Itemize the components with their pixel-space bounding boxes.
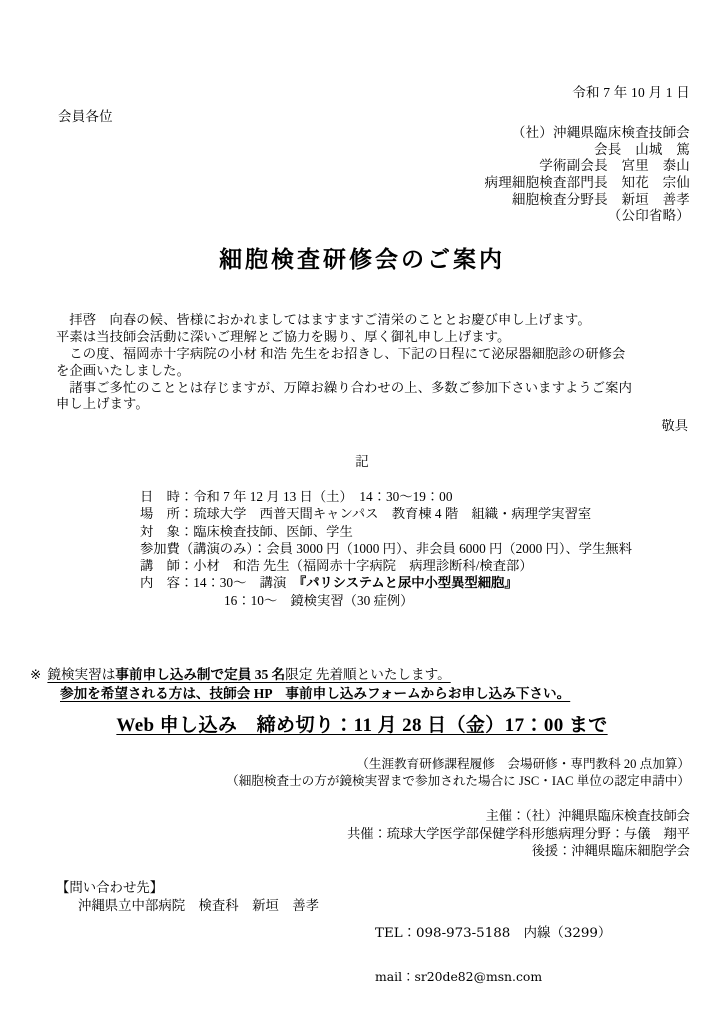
event-details xyxy=(140,490,704,611)
detail-fee-value: 会員 3000 円（1000 円）、非会員 6000 円（2000 円）、学生無料 xyxy=(266,540,632,556)
issuer-president: 会長 山城 篤 xyxy=(594,141,690,157)
notice-line-1-part-b: 事前申し込み制で定員 35 名 xyxy=(115,667,286,682)
greeting-line-6: 申し上げます。 xyxy=(56,396,149,412)
contact-block xyxy=(56,882,694,1015)
issuer-pathology-chief: 病理細胞検査部門長 知花 宗仙 xyxy=(484,175,690,191)
notice-line-2-text: 参加を希望される方は、技師会 HP 事前申し込みフォームからお申し込み下さい。 xyxy=(60,685,571,701)
contact-mail: mail：sr20de82@msn.com xyxy=(375,969,543,985)
issuer-vice-president: 学術副会長 宮里 泰山 xyxy=(539,158,690,174)
notice-line-1-part-c: 限定 先着順といたします。 xyxy=(285,667,451,682)
issuer-seal-omitted: （公印省略） xyxy=(607,208,690,224)
organizer-host: 主催：（社）沖縄県臨床検査技師会 xyxy=(485,808,690,823)
notice-line-1-text xyxy=(47,667,450,682)
detail-audience xyxy=(140,525,704,538)
notice-line-1 xyxy=(30,668,694,682)
detail-program-line-2: 16：10〜 鏡検実習（30 症例） xyxy=(224,592,414,608)
ki-mark: 記 xyxy=(355,454,369,469)
detail-audience-value: 臨床検査技師、医師、学生 xyxy=(193,523,353,539)
detail-lecturer xyxy=(140,559,704,572)
detail-venue-label: 場 所： xyxy=(140,506,194,522)
detail-datetime xyxy=(140,490,704,503)
asterisk-icon: ※ xyxy=(30,667,42,682)
issuer-block xyxy=(485,126,691,226)
detail-lecturer-label: 講 師： xyxy=(140,558,194,574)
detail-fee xyxy=(140,542,704,555)
detail-program-label: 内 容： xyxy=(140,575,194,591)
contact-body xyxy=(56,900,694,1014)
contact-header: 【問い合わせ先】 xyxy=(56,881,164,896)
detail-audience-label: 対 象： xyxy=(140,523,194,539)
registration-notice xyxy=(30,668,694,705)
organizer-block xyxy=(30,809,690,862)
credit-line-2: （細胞検査士の方が鏡検実習まで参加された場合に JSC・IAC 単位の認定申請中） xyxy=(226,773,690,788)
notice-line-1-part-a: 鏡検実習は xyxy=(47,667,116,682)
detail-fee-label: 参加費（講演のみ）： xyxy=(140,540,267,556)
greeting-line-2: 平素は当技師会活動に深いご理解とご協力を賜り、厚く御礼申し上げます。 xyxy=(56,328,511,344)
notice-line-2 xyxy=(30,687,694,701)
issue-date: 令和 7 年 10 月 1 日 xyxy=(572,85,690,100)
web-application-deadline xyxy=(0,716,724,735)
addressee: 会員各位 xyxy=(58,109,113,124)
detail-venue xyxy=(140,507,704,520)
greeting-line-5: 諸事ご多忙のこととは存じますが、万障お繰り合わせの上、多数ご参加下さいますようご案内 xyxy=(69,379,632,395)
detail-program xyxy=(140,576,704,589)
detail-program-lecture-title: 『パリシステムと尿中小型異型細胞』 xyxy=(299,575,518,591)
detail-venue-value: 琉球大学 西普天間キャンパス 教育棟 4 階 組織・病理学実習室 xyxy=(193,506,592,522)
contact-tel: TEL：098-973-5188 内線（3299） xyxy=(375,926,612,942)
issuer-cytology-chief: 細胞検査分野長 新垣 善孝 xyxy=(511,191,690,207)
detail-lecturer-value: 小材 和浩 先生（福岡赤十字病院 病理診断科/検査部） xyxy=(193,558,533,574)
detail-program-time-1: 14：30〜 講演 xyxy=(193,575,300,591)
greeting-line-4: を企画いたしました。 xyxy=(56,362,190,378)
greeting-line-1: 拝啓 向春の候、皆様におかれましてはますますご清栄のこととお慶び申し上げます。 xyxy=(69,312,591,327)
greeting-line-3: この度、福岡赤十字病院の小材 和浩 先生をお招きし、下記の日程にて泌尿器細胞診の研修会 xyxy=(69,345,626,361)
credit-line-1: （生涯教育研修課程履修 会場研修・専門教科 20 点加算） xyxy=(356,757,690,771)
detail-datetime-value: 令和 7 年 12 月 13 日（土） 14：30〜19：00 xyxy=(193,489,453,504)
issuer-organization: （社）沖縄県臨床検査技師会 xyxy=(511,125,690,140)
education-credits xyxy=(30,758,690,791)
organizer-cohost: 共催：琉球大学医学部保健学科形態病理分野：与儀 翔平 xyxy=(347,825,690,841)
contact-comms xyxy=(375,900,611,1014)
contact-organization: 沖縄県立中部病院 検査科 新垣 善孝 xyxy=(78,899,320,915)
page-title: 細胞検査研修会のご案内 xyxy=(219,246,505,273)
detail-datetime-label: 日 時： xyxy=(140,489,194,504)
closing-salutation: 敬具 xyxy=(661,418,688,433)
web-application-deadline-text: Web 申し込み 締め切り：11 月 28 日（金）17：00 まで xyxy=(116,715,608,736)
organizer-support: 後援：沖縄県臨床細胞学会 xyxy=(531,843,690,859)
greeting-body xyxy=(56,313,688,414)
